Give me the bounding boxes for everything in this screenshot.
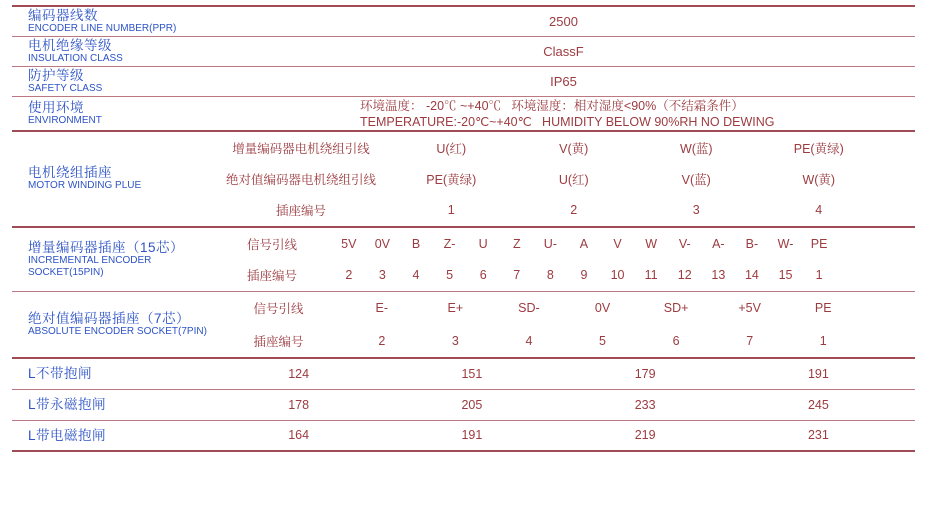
cell-value: SD+: [663, 301, 689, 316]
row-label: [12, 68, 212, 95]
cell-value: 7: [513, 268, 521, 283]
cell-value: 164: [288, 428, 310, 443]
row-label-en: SAFETY CLASS: [28, 83, 103, 94]
cell-value: 179: [634, 366, 656, 381]
cell-value: 15: [778, 268, 793, 283]
cell-value: V-: [678, 236, 691, 251]
cell-value: W(蓝): [679, 141, 713, 156]
cell-value: 231: [807, 428, 829, 443]
cell-value: +5V: [738, 301, 761, 316]
row-values: [212, 14, 915, 29]
spec-table: [12, 5, 915, 452]
table-row: [12, 37, 915, 67]
row-value: 2500: [549, 14, 578, 29]
cell-value: 178: [288, 397, 310, 412]
cell-value: 5V: [341, 236, 357, 251]
table-row: [12, 359, 915, 390]
table-row: [12, 67, 915, 97]
cell-value: 1: [819, 333, 827, 348]
cell-value: V(蓝): [681, 172, 711, 187]
row-label-zh: 电机绝缘等级: [28, 38, 112, 53]
subtable-row: [212, 195, 915, 226]
cell-value: 7: [746, 333, 754, 348]
cell-value: V: [613, 236, 622, 251]
cell-value: 191: [807, 366, 829, 381]
row-label-en: INCREMENTAL ENCODER SOCKET(15PIN): [28, 254, 152, 278]
cell-value: 3: [378, 268, 386, 283]
cell-value: 4: [815, 203, 823, 218]
cell-value: 205: [461, 397, 483, 412]
cell-value: 3: [451, 333, 459, 348]
table-row: [12, 228, 915, 292]
cell-value: B-: [745, 236, 759, 251]
l-values: [212, 398, 905, 412]
subrow-cells: [390, 139, 880, 157]
cell-value: 8: [546, 268, 554, 283]
cell-value: B: [411, 236, 421, 251]
row-values: [212, 44, 915, 59]
subtable-row: [212, 259, 915, 291]
cell-value: 1: [815, 268, 823, 283]
cell-value: 1: [447, 203, 455, 218]
subtable-row: [212, 292, 915, 325]
cell-value: PE: [814, 301, 832, 316]
row-label-en: ABSOLUTE ENCODER SOCKET(7PIN): [28, 325, 207, 337]
cell-value: SD-: [518, 301, 540, 316]
cell-value: A-: [712, 236, 725, 251]
row-values: [212, 428, 915, 442]
cell-value: 191: [461, 428, 483, 443]
cell-value: 9: [580, 268, 588, 283]
cell-value: 233: [634, 397, 656, 412]
cell-value: E+: [447, 301, 464, 316]
cell-value: 11: [644, 268, 658, 283]
cell-value: 4: [525, 333, 533, 348]
cell-value: PE: [810, 236, 828, 251]
subrow-cells: [390, 203, 880, 217]
cell-value: 14: [744, 268, 759, 283]
cell-value: 6: [672, 333, 680, 348]
table-row: [12, 421, 915, 452]
row-label-zh: 增量编码器插座（15芯）: [28, 239, 185, 255]
cell-value: 12: [677, 268, 692, 283]
subrow-cells: [345, 301, 860, 315]
cell-value: V(黄): [559, 141, 589, 156]
cell-value: 6: [479, 268, 487, 283]
row-label-en: INSULATION CLASS: [28, 53, 123, 64]
cell-value: 151: [461, 366, 483, 381]
table-row: [12, 132, 915, 228]
subrow-cells: [332, 237, 836, 251]
cell-value: 124: [288, 366, 310, 381]
row-values: [212, 367, 915, 381]
subrow-label: 插座编号: [275, 204, 326, 219]
l-values: [212, 428, 905, 442]
table-row: [12, 292, 915, 359]
subrow-label: 增量编码器电机绕组引线: [232, 141, 370, 156]
cell-value: 5: [599, 333, 606, 348]
row-values: [212, 292, 915, 357]
subtable-row: [212, 132, 915, 163]
cell-value: Z: [512, 236, 521, 251]
row-label-zh: 防护等级: [28, 68, 84, 83]
cell-value: U(红): [558, 172, 589, 187]
row-values: [212, 98, 915, 130]
table-row: [12, 97, 915, 132]
row-label-zh: L不带抱闸: [28, 366, 93, 382]
cell-value: A: [579, 236, 589, 251]
subrow-cells: [390, 170, 880, 188]
cell-value: 219: [634, 428, 656, 443]
environment-line: TEMPERATURE:-20℃~+40℃ HUMIDITY BELOW 90%RH NO DEWING: [360, 114, 775, 129]
subrow-cells: [332, 268, 836, 282]
row-label: [12, 428, 212, 443]
row-label-en: ENVIRONMENT: [28, 115, 102, 126]
row-values: [212, 228, 915, 291]
subrow-label: 信号引线: [246, 237, 297, 252]
row-value: ClassF: [543, 44, 584, 59]
row-label-zh: 绝对值编码器插座（7芯）: [28, 310, 191, 326]
row-label-zh: L带电磁抱闸: [28, 427, 107, 443]
row-label: [12, 366, 212, 381]
l-values: [212, 367, 905, 381]
cell-value: 2: [345, 268, 353, 283]
subtable-row: [212, 228, 915, 260]
cell-value: W: [645, 236, 658, 251]
cell-value: 0V: [594, 301, 611, 316]
row-label: [12, 311, 212, 338]
cell-value: 3: [692, 203, 700, 218]
row-label-zh: 电机绕组插座: [28, 165, 112, 181]
subrow-cells: [345, 334, 860, 348]
row-label-en: MOTOR WINDING PLUE: [28, 180, 142, 192]
row-values: [212, 398, 915, 412]
row-label: [12, 38, 212, 65]
environment-line: 环境温度： -20℃ ~+40℃ 环境湿度：相对湿度<90%（不结霜条件）: [360, 98, 744, 113]
cell-value: 2: [570, 203, 578, 218]
cell-value: E-: [375, 301, 389, 316]
row-label: [12, 240, 212, 279]
cell-value: PE(黄绿): [793, 141, 844, 156]
cell-value: 10: [610, 268, 625, 283]
cell-value: W(黄): [802, 172, 836, 187]
subrow-label: 信号引线: [253, 302, 304, 317]
cell-value: W-: [777, 236, 794, 251]
cell-value: 2: [378, 333, 386, 348]
table-row: [12, 7, 915, 37]
cell-value: U: [478, 236, 488, 251]
subrow-label: 插座编号: [253, 334, 304, 349]
cell-value: Z-: [443, 236, 456, 251]
row-label: [12, 100, 212, 127]
row-values: [212, 132, 915, 226]
cell-value: 4: [412, 268, 420, 283]
cell-value: 5: [446, 268, 454, 283]
row-label: [12, 397, 212, 412]
row-values: [212, 74, 915, 89]
row-label-zh: L带永磁抱闸: [28, 397, 107, 413]
cell-value: U(红): [436, 141, 467, 156]
subtable-row: [212, 163, 915, 194]
subtable-row: [212, 324, 915, 357]
subrow-label: 绝对值编码器电机绕组引线: [225, 172, 376, 187]
row-value: IP65: [550, 74, 577, 89]
subrow-label: 插座编号: [246, 269, 297, 284]
cell-value: 13: [711, 268, 726, 283]
row-label-zh: 编码器线数: [28, 8, 98, 23]
cell-value: 245: [807, 397, 829, 412]
cell-value: 0V: [374, 236, 391, 251]
row-label-zh: 使用环境: [28, 100, 84, 115]
row-label-en: ENCODER LINE NUMBER(PPR): [28, 23, 177, 34]
table-row: [12, 390, 915, 421]
cell-value: PE(黄绿): [426, 172, 477, 187]
cell-value: U-: [543, 236, 557, 251]
row-label: [12, 8, 212, 35]
row-label: [12, 165, 212, 192]
